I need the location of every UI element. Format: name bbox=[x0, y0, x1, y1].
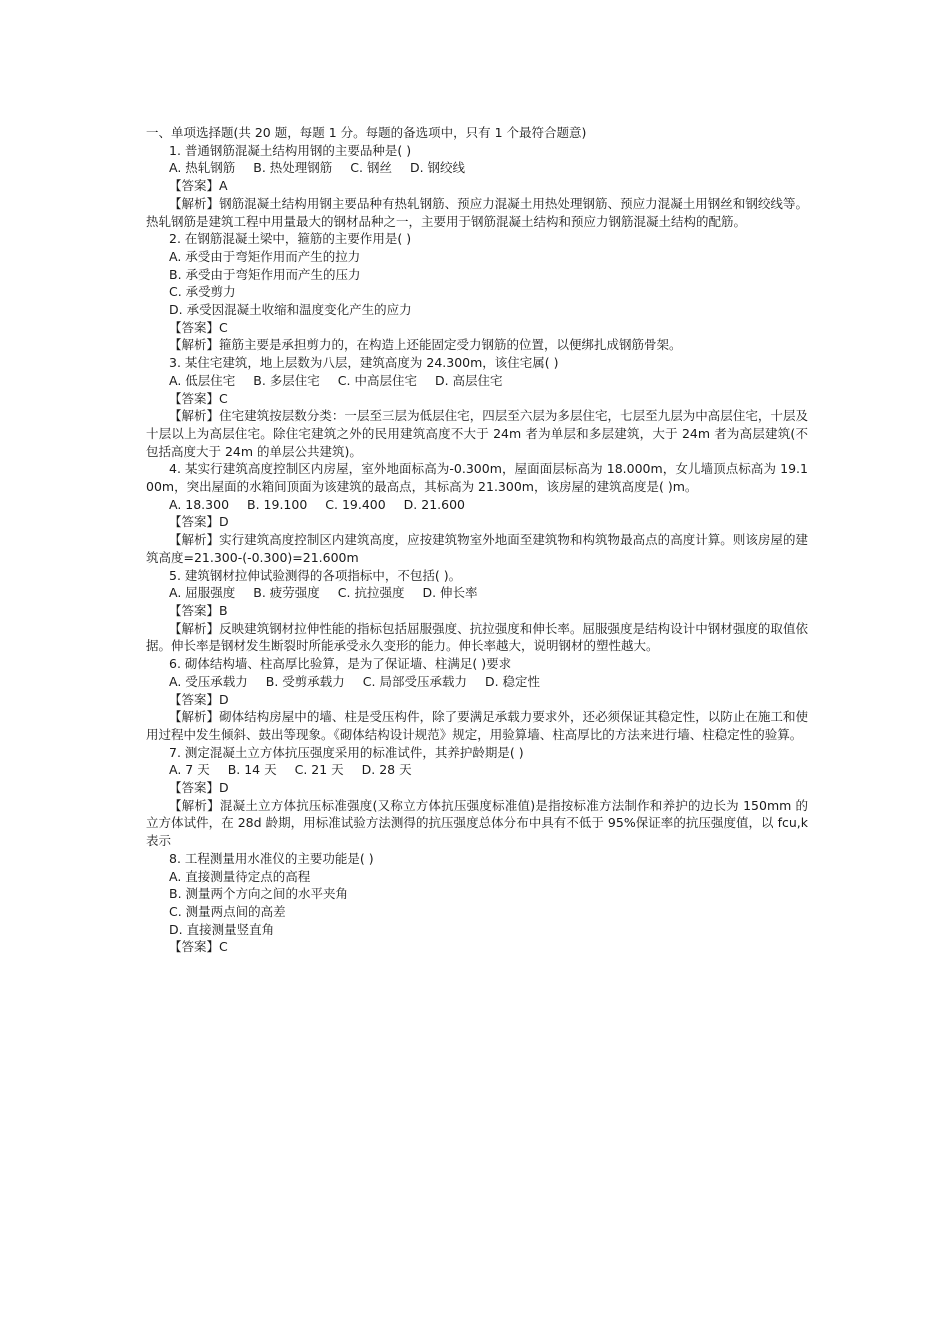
option-a: A. 热轧钢筋 bbox=[169, 160, 236, 176]
option-d: D. 直接测量竖直角 bbox=[169, 921, 275, 937]
option-c: C. 局部受压承载力 bbox=[362, 673, 467, 689]
option-c: C. 19.400 bbox=[325, 496, 386, 512]
section-title: 一、单项选择题(共 20 题，每题 1 分。每题的备选项中，只有 1 个最符合题意) bbox=[146, 125, 587, 140]
option-a: A. 7 天 bbox=[169, 762, 210, 778]
analysis: 【解析】钢筋混凝土结构用钢主要品种有热轧钢筋、预应力混凝土用热处理钢筋、预应力混凝土用钢丝和钢绞线等。热轧钢筋是建筑工程中用量最大的钢材品种之一，主要用于钢筋混凝土结构和预应力钢筋混凝土结构的配筋。 bbox=[146, 195, 808, 229]
question-stem: 3. 某住宅建筑，地上层数为八层，建筑高度为 24.300m，该住宅属( ) bbox=[169, 355, 559, 371]
option-d: D. 稳定性 bbox=[484, 673, 541, 689]
analysis: 【解析】混凝土立方体抗压标准强度(又称立方体抗压强度标准值)是指按标准方法制作和养护的边长为 150mm 的立方体试件，在 28d 龄期，用标准试验方法测得的抗压强度总体分布中具有不低于 95%保证率的抗压强度值，以 fcu,k 表示 bbox=[146, 797, 808, 849]
question-options bbox=[146, 584, 808, 602]
analysis: 【解析】反映建筑钢材拉伸性能的指标包括屈服强度、抗拉强度和伸长率。屈服强度是结构设计中钢材强度的取值依据。伸长率是钢材发生断裂时所能承受永久变形的能力。伸长率越大，说明钢材的塑性越大。 bbox=[146, 620, 808, 654]
option-b: B. 热处理钢筋 bbox=[253, 160, 333, 176]
question-stem: 1. 普通钢筋混凝土结构用钢的主要品种是( ) bbox=[169, 142, 412, 158]
option-c: C. 测量两点间的高差 bbox=[169, 903, 286, 919]
answer: 【答案】A bbox=[169, 178, 228, 194]
option-a: A. 承受由于弯矩作用而产生的拉力 bbox=[169, 248, 361, 264]
answer: 【答案】D bbox=[169, 514, 229, 530]
question-stem: 8. 工程测量用水准仪的主要功能是( ) bbox=[169, 850, 374, 866]
option-d: D. 28 天 bbox=[361, 762, 412, 778]
analysis: 【解析】砌体结构房屋中的墙、柱是受压构件，除了要满足承载力要求外，还必须保证其稳定性，以防止在施工和使用过程中发生倾斜、鼓出等现象。《砌体结构设计规范》规定，用验算墙、柱高厚比的方法来进行墙、柱稳定性的验算。 bbox=[146, 709, 808, 742]
question-options bbox=[146, 496, 808, 514]
option-b: B. 14 天 bbox=[227, 762, 277, 778]
option-c: C. 钢丝 bbox=[350, 160, 392, 176]
question-stem: 6. 砌体结构墙、柱高厚比验算，是为了保证墙、柱满足( )要求 bbox=[169, 656, 512, 672]
option-d: D. 伸长率 bbox=[422, 585, 478, 601]
question-stem: 7. 测定混凝土立方体抗压强度采用的标准试件，其养护龄期是( ) bbox=[169, 744, 524, 760]
option-d: D. 21.600 bbox=[403, 496, 465, 512]
question-options bbox=[146, 761, 808, 779]
option-c: C. 中高层住宅 bbox=[337, 372, 417, 388]
answer: 【答案】C bbox=[169, 319, 228, 335]
option-d: D. 高层住宅 bbox=[434, 372, 503, 388]
question-stem: 2. 在钢筋混凝土梁中，箍筋的主要作用是( ) bbox=[169, 231, 412, 247]
option-a: A. 屈服强度 bbox=[169, 585, 236, 601]
question-options bbox=[146, 372, 808, 390]
question-options bbox=[146, 159, 808, 177]
option-c: C. 抗拉强度 bbox=[337, 585, 405, 601]
option-b: B. 受剪承载力 bbox=[265, 673, 345, 689]
answer: 【答案】C bbox=[169, 939, 228, 955]
question-stem: 5. 建筑钢材拉伸试验测得的各项指标中，不包括( )。 bbox=[169, 567, 462, 583]
analysis: 【解析】箍筋主要是承担剪力的，在构造上还能固定受力钢筋的位置，以便绑扎成钢筋骨架。 bbox=[169, 337, 682, 353]
option-d: D. 承受因混凝土收缩和温度变化产生的应力 bbox=[169, 302, 412, 318]
option-d: D. 钢绞线 bbox=[409, 160, 466, 176]
option-b: B. 多层住宅 bbox=[253, 372, 320, 388]
question-list bbox=[146, 124, 808, 956]
option-b: B. 19.100 bbox=[247, 496, 308, 512]
option-b: B. 测量两个方向之间的水平夹角 bbox=[169, 886, 349, 902]
option-c: C. 承受剪力 bbox=[169, 284, 236, 300]
option-a: A. 低层住宅 bbox=[169, 372, 236, 388]
answer: 【答案】C bbox=[169, 390, 228, 406]
analysis: 【解析】实行建筑高度控制区内建筑高度，应按建筑物室外地面至建筑物和构筑物最高点的高度计算。则该房屋的建筑高度=21.300-(-0.300)=21.600m bbox=[146, 532, 808, 565]
option-a: A. 直接测量待定点的高程 bbox=[169, 868, 311, 884]
answer: 【答案】B bbox=[169, 602, 228, 618]
option-b: B. 疲劳强度 bbox=[253, 585, 320, 601]
answer: 【答案】D bbox=[169, 780, 229, 796]
answer: 【答案】D bbox=[169, 691, 229, 707]
question-options bbox=[146, 673, 808, 691]
option-a: A. 18.300 bbox=[169, 496, 230, 512]
analysis: 【解析】住宅建筑按层数分类：一层至三层为低层住宅，四层至六层为多层住宅，七层至九层为中高层住宅，十层及十层以上为高层住宅。除住宅建筑之外的民用建筑高度不大于 24m 者为单层和多层建筑，大于 24m 者为高层建筑(不包括高度大于 24m 的单层公共建筑)。 bbox=[146, 408, 808, 459]
option-c: C. 21 天 bbox=[294, 762, 344, 778]
option-b: B. 承受由于弯矩作用而产生的压力 bbox=[169, 266, 361, 282]
question-stem: 4. 某实行建筑高度控制区内房屋，室外地面标高为-0.300m，屋面面层标高为 18.000m，女儿墙顶点标高为 19.100m，突出屋面的水箱间顶面为该建筑的最高点，其标高为 21.300m，该房屋的建筑高度是( )m。 bbox=[146, 461, 808, 495]
option-a: A. 受压承载力 bbox=[169, 673, 248, 689]
